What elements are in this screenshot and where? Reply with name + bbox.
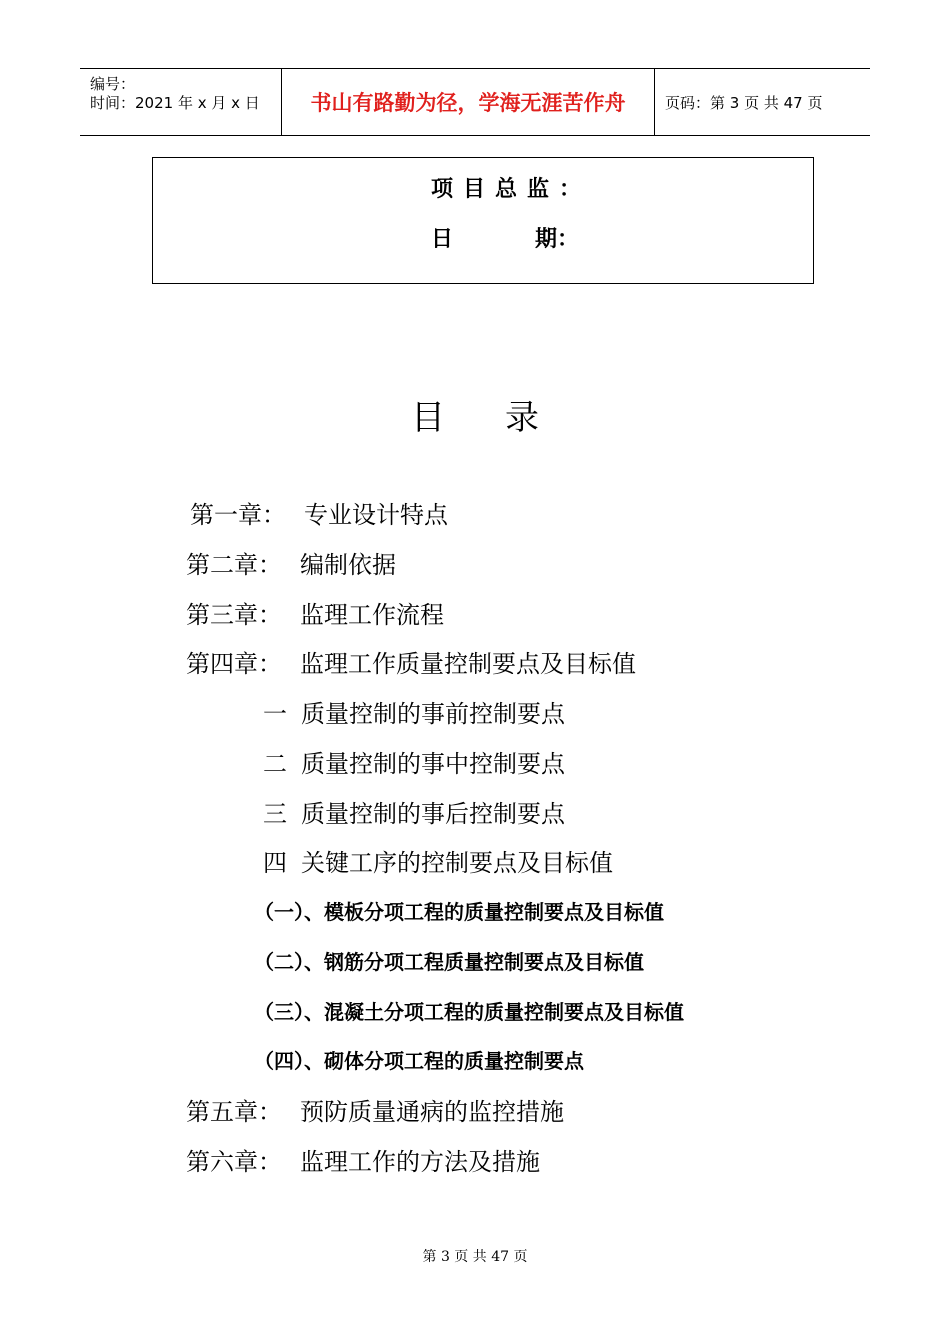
toc-chapter-title: 监理工作的方法及措施 — [300, 1148, 540, 1176]
toc-chapter-number: 第六章： — [186, 1148, 282, 1176]
toc-chapter-title: 预防质量通病的监控措施 — [300, 1098, 564, 1126]
date-label-char2: 期： — [535, 227, 580, 252]
header-meta-cell — [80, 69, 282, 135]
toc-chapter-3[interactable] — [186, 595, 444, 630]
toc-chapter-title: 监理工作质量控制要点及目标值 — [300, 650, 636, 678]
header-page-number: 页码：第 3 页 共 47 页 — [665, 93, 823, 112]
toc-section-number: 三 — [263, 800, 287, 828]
toc-section-3[interactable] — [263, 794, 565, 829]
toc-section-title: 关键工序的控制要点及目标值 — [301, 849, 613, 877]
toc-title-char1: 目 — [411, 398, 445, 438]
project-chief-label: 项目总监： — [431, 177, 592, 202]
toc-section-number: 二 — [263, 750, 287, 778]
toc-chapter-number: 第二章： — [186, 551, 282, 579]
toc-chapter-title: 编制依据 — [300, 551, 396, 579]
toc-subsection-2[interactable]: （二）、钢筋分项工程质量控制要点及目标值 — [254, 950, 644, 974]
toc-chapter-number: 第三章： — [186, 601, 282, 629]
toc-subsection-4[interactable]: （四）、砌体分项工程的质量控制要点 — [254, 1049, 584, 1073]
toc-chapter-number: 第四章： — [186, 650, 282, 678]
date-label-char1: 日 — [431, 227, 454, 252]
date-label — [431, 222, 579, 253]
toc-section-4[interactable] — [263, 843, 613, 878]
toc-subsection-1[interactable]: （一）、模板分项工程的质量控制要点及目标值 — [254, 900, 664, 924]
signature-box — [152, 157, 814, 284]
toc-chapter-2[interactable] — [186, 545, 396, 580]
toc-title — [0, 390, 950, 439]
toc-section-number: 一 — [263, 700, 287, 728]
toc-chapter-title: 专业设计特点 — [304, 501, 448, 529]
toc-chapter-5[interactable] — [186, 1092, 564, 1127]
toc-section-2[interactable] — [263, 744, 565, 779]
toc-section-title: 质量控制的事中控制要点 — [301, 750, 565, 778]
page-footer: 第 3 页 共 47 页 — [422, 1249, 528, 1265]
document-number-label: 编号： — [90, 75, 136, 93]
toc-section-title: 质量控制的事后控制要点 — [301, 800, 565, 828]
toc-section-1[interactable] — [263, 694, 565, 729]
header-page-cell — [655, 69, 870, 135]
toc-chapter-number: 第一章： — [190, 501, 286, 529]
toc-section-title: 质量控制的事前控制要点 — [301, 700, 565, 728]
header-motto: 书山有路勤为径，学海无涯苦作舟 — [310, 91, 626, 115]
toc-title-char2: 录 — [505, 398, 539, 438]
header-motto-cell — [282, 69, 655, 135]
toc-chapter-6[interactable] — [186, 1142, 540, 1177]
toc-chapter-title: 监理工作流程 — [300, 601, 444, 629]
toc-section-number: 四 — [263, 849, 287, 877]
page-header — [80, 68, 870, 136]
document-time-label: 时间：2021 年 x 月 x 日 — [90, 94, 260, 112]
toc-chapter-number: 第五章： — [186, 1098, 282, 1126]
toc-chapter-4[interactable] — [186, 644, 636, 679]
toc-chapter-1[interactable] — [190, 495, 448, 530]
toc-subsection-3[interactable]: （三）、混凝土分项工程的质量控制要点及目标值 — [254, 1000, 684, 1024]
